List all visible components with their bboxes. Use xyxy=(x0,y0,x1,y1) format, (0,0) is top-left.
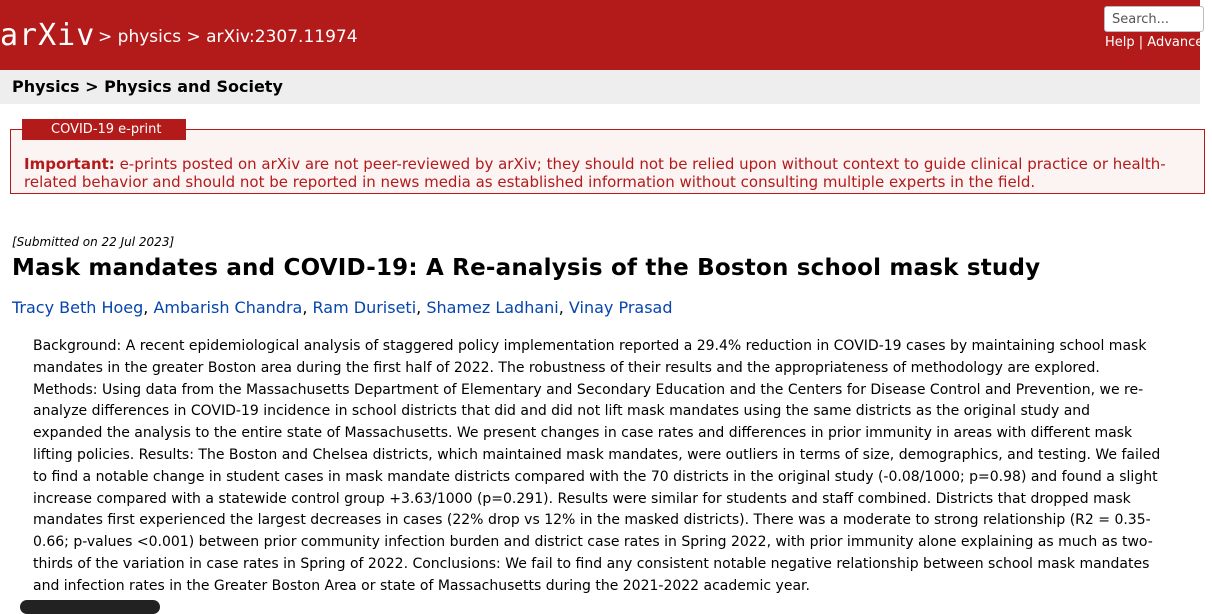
author-link[interactable]: Shamez Ladhani xyxy=(426,298,559,317)
author-separator: , xyxy=(416,298,427,317)
breadcrumb xyxy=(98,27,358,47)
covid-notice-text xyxy=(24,155,1184,191)
help-advanced-links[interactable]: Help | Advanced xyxy=(1105,35,1212,50)
covid-eprint-tab: COVID-19 e-print xyxy=(22,119,186,140)
author-link[interactable]: Ram Duriseti xyxy=(312,298,417,317)
breadcrumb-category-link[interactable]: physics xyxy=(117,27,182,47)
breadcrumb-sep: > xyxy=(186,27,201,47)
paper-title: Mask mandates and COVID-19: A Re-analysis of the Boston school mask study xyxy=(12,255,1041,281)
abstract-text: Background: A recent epidemiological analysis of staggered policy implementation reported a 29.4% reduction in COVID-19 cases by maintaining school mask mandates in the greater Boston area during the first half of 2022. The robustness of their results and the appropriateness of methodology are explored. Methods: Using data from the Massachusetts Department of Elementary and Secondary Education and the Centers for Disease Control and Prevention, we re-analyze differences in COVID-19 incidence in school districts that did and did not lift mask mandates using the same districts as the original study and expanded the analysis to the entire state of Massachusetts. We present changes in case rates and differences in prior immunity in areas with different mask lifting policies. Results: The Boston and Chelsea districts, which maintained mask mandates, were outliers in terms of size, demographics, and testing. We failed to find a notable change in student cases in mask mandate districts compared with the 70 districts in the original study (-0.08/1000; p=0.98) and found a slight increase compared with a statewide control group +3.63/1000 (p=0.291). Results were similar for students and staff combined. Districts that dropped mask mandates first experienced the largest decreases in cases (22% drop vs 12% in the masked districts). There was a moderate to strong relationship (R2 = 0.35-0.66; p-values <0.001) between prior community infection burden and district case rates in Spring 2022, with prior immunity alone explaining as much as two-thirds of the variation in case rates in Spring of 2022. Conclusions: We fail to find any consistent notable negative relationship between school mask mandates and infection rates in the Greater Boston Area or state of Massachusetts during the 2021-2022 academic year. xyxy=(33,338,1161,594)
author-separator: , xyxy=(302,298,313,317)
submission-date: [Submitted on 22 Jul 2023] xyxy=(12,235,175,249)
search-input[interactable]: Search... xyxy=(1104,6,1204,32)
author-list xyxy=(12,298,673,317)
covid-notice-body: e-prints posted on arXiv are not peer-reviewed by arXiv; they should not be relied upon without context to guide clinical practice or health-related behavior and should not be reported in news media as established information without consulting multiple experts in the field. xyxy=(24,155,1166,191)
important-label: Important: xyxy=(24,155,115,173)
category-bar xyxy=(0,70,1200,104)
author-separator: , xyxy=(558,298,569,317)
site-header xyxy=(0,0,1212,71)
author-separator: , xyxy=(143,298,154,317)
author-link[interactable]: Ambarish Chandra xyxy=(153,298,303,317)
arxiv-logo[interactable]: arXiv xyxy=(0,18,96,53)
bottom-control[interactable] xyxy=(20,600,160,614)
breadcrumb-sep: > xyxy=(98,27,113,47)
author-link[interactable]: Tracy Beth Hoeg xyxy=(12,298,144,317)
author-link[interactable]: Vinay Prasad xyxy=(568,298,673,317)
category-title[interactable]: Physics > Physics and Society xyxy=(12,77,283,96)
breadcrumb-paper-id[interactable]: arXiv:2307.11974 xyxy=(206,27,358,47)
